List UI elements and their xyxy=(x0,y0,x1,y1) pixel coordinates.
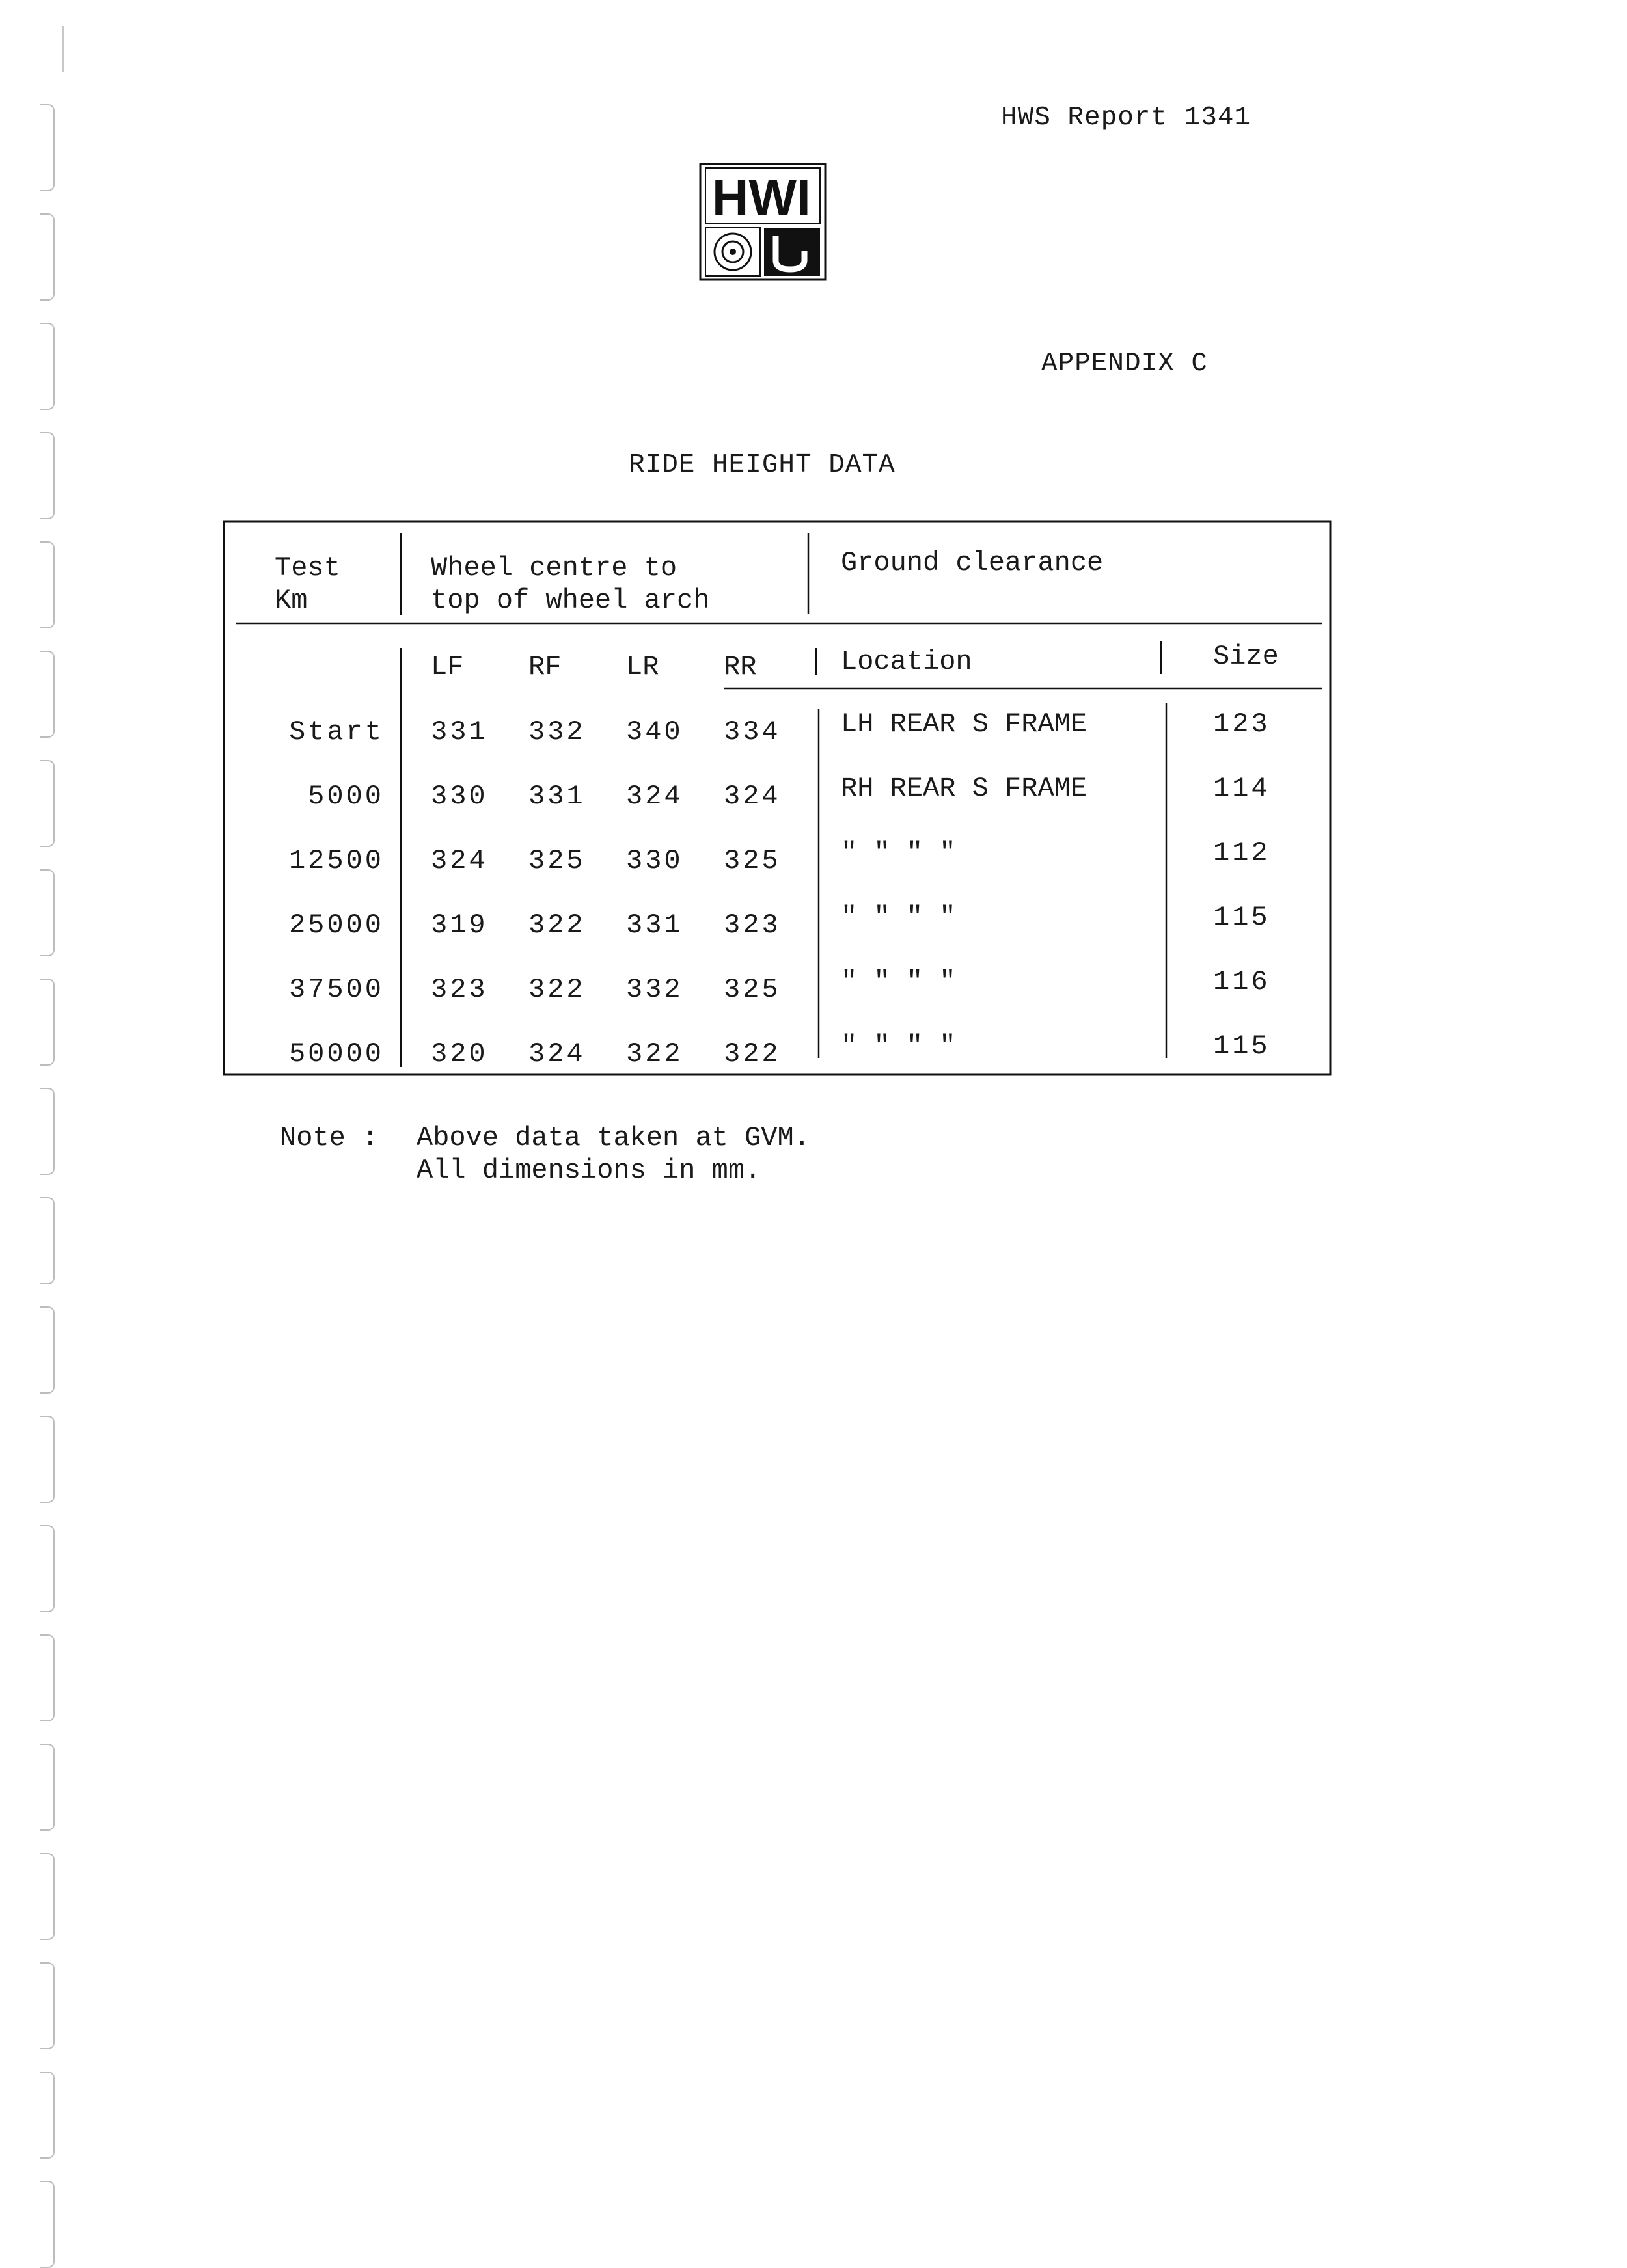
spiral-binding xyxy=(31,104,64,2186)
header-test: Test xyxy=(275,552,340,584)
cell-lf: 331 xyxy=(431,716,488,748)
cell-km: 5000 xyxy=(308,781,384,812)
cell-lf: 324 xyxy=(431,845,488,876)
cell-size: 112 xyxy=(1213,837,1270,869)
binding-ring xyxy=(40,1744,55,1831)
cell-km: 37500 xyxy=(288,974,384,1005)
binding-ring xyxy=(40,1306,55,1394)
cell-rf: 331 xyxy=(528,781,586,812)
company-logo xyxy=(699,163,827,281)
subheader-rf: RF xyxy=(528,651,562,682)
subheader-lf: LF xyxy=(431,651,464,682)
cell-km: 12500 xyxy=(288,845,384,876)
binding-ring xyxy=(40,1634,55,1721)
binding-ring xyxy=(40,979,55,1066)
cell-location: RH REAR S FRAME xyxy=(841,773,1087,804)
cell-lr: 340 xyxy=(626,716,683,748)
cell-size: 115 xyxy=(1213,902,1270,933)
binding-ring xyxy=(40,869,55,956)
cell-rf: 322 xyxy=(528,974,586,1005)
report-number: HWS Report 1341 xyxy=(1001,103,1251,133)
cell-rf: 324 xyxy=(528,1038,586,1070)
subheader-lr: LR xyxy=(626,651,659,682)
cell-lf: 320 xyxy=(431,1038,488,1070)
header-ground-clearance: Ground clearance xyxy=(841,547,1104,578)
binding-ring xyxy=(40,213,55,301)
binding-ring xyxy=(40,432,55,519)
cell-rr: 322 xyxy=(724,1038,781,1070)
cell-rr: 323 xyxy=(724,910,781,941)
header-wheel-centre-1: Wheel centre to xyxy=(431,552,677,584)
note-label: Note : xyxy=(280,1122,379,1154)
subheader-size: Size xyxy=(1213,641,1279,672)
logo-text: HWI xyxy=(712,169,811,226)
cell-km: 25000 xyxy=(288,910,384,941)
binding-ring xyxy=(40,1525,55,1612)
appendix-label: APPENDIX C xyxy=(1041,349,1209,379)
subheader-rr: RR xyxy=(724,651,757,682)
document-title: RIDE HEIGHT DATA xyxy=(629,450,896,480)
binding-ring xyxy=(40,1197,55,1284)
binding-ring xyxy=(40,104,55,191)
cell-rf: 332 xyxy=(528,716,586,748)
ride-height-table xyxy=(223,520,1333,1085)
cell-size: 115 xyxy=(1213,1031,1270,1062)
cell-lf: 330 xyxy=(431,781,488,812)
cell-lr: 331 xyxy=(626,910,683,941)
binding-ring xyxy=(40,1416,55,1503)
binding-ring xyxy=(40,1853,55,1940)
binding-ring xyxy=(40,323,55,410)
cell-rf: 322 xyxy=(528,910,586,941)
note-line: Above data taken at GVM. xyxy=(417,1122,810,1154)
cell-size: 123 xyxy=(1213,709,1270,740)
cell-location: LH REAR S FRAME xyxy=(841,709,1087,740)
cell-rr: 325 xyxy=(724,974,781,1005)
cell-lf: 319 xyxy=(431,910,488,941)
binding-ring xyxy=(40,1962,55,2049)
cell-km: Start xyxy=(288,716,384,748)
cell-location: " " " " xyxy=(841,1031,956,1062)
cell-size: 116 xyxy=(1213,966,1270,997)
cell-rr: 334 xyxy=(724,716,781,748)
header-wheel-centre-2: top of wheel arch xyxy=(431,585,710,616)
binding-ring xyxy=(40,1088,55,1175)
binding-ring xyxy=(40,541,55,628)
binding-ring xyxy=(40,651,55,738)
cell-size: 114 xyxy=(1213,773,1270,804)
scan-mark xyxy=(62,26,64,72)
header-km: Km xyxy=(275,585,308,616)
cell-km: 50000 xyxy=(288,1038,384,1070)
binding-ring xyxy=(40,2181,55,2268)
cell-location: " " " " xyxy=(841,837,956,869)
cell-location: " " " " xyxy=(841,902,956,933)
cell-lf: 323 xyxy=(431,974,488,1005)
cell-lr: 322 xyxy=(626,1038,683,1070)
cell-location: " " " " xyxy=(841,966,956,997)
binding-ring xyxy=(40,2072,55,2159)
cell-lr: 330 xyxy=(626,845,683,876)
hwi-logo-icon xyxy=(699,163,827,281)
note-line: All dimensions in mm. xyxy=(417,1155,761,1186)
cell-lr: 324 xyxy=(626,781,683,812)
cell-lr: 332 xyxy=(626,974,683,1005)
subheader-location: Location xyxy=(841,646,972,677)
cell-rr: 324 xyxy=(724,781,781,812)
binding-ring xyxy=(40,760,55,847)
cell-rf: 325 xyxy=(528,845,586,876)
cell-rr: 325 xyxy=(724,845,781,876)
